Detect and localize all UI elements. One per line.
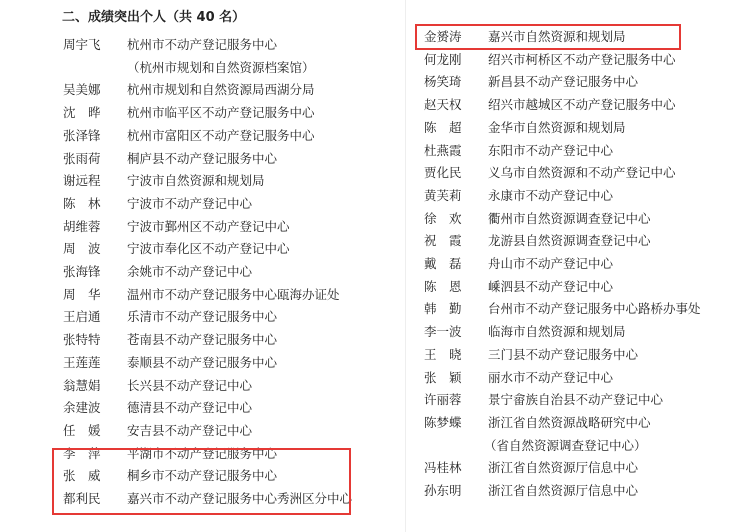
person-name: 吴美娜 (63, 82, 101, 98)
work-unit: 永康市不动产登记中心 (488, 187, 614, 203)
work-unit: 临海市自然资源和规划局 (488, 324, 626, 340)
person-name: 周 波 (63, 241, 101, 257)
work-unit: 浙江省自然资源厅信息中心 (488, 460, 639, 476)
person-name: 金赟涛 (424, 29, 462, 44)
person-name: 李一波 (424, 324, 462, 340)
person-name: 陈 恩 (424, 278, 462, 294)
work-unit: 安吉县不动产登记中心 (127, 422, 253, 438)
person-name: 周宇飞 (63, 37, 101, 52)
work-unit: 东阳市不动产登记中心 (488, 142, 614, 158)
person-name: 张 颖 (424, 369, 462, 385)
person-name: 韩 勤 (424, 301, 462, 317)
work-unit: 杭州市临平区不动产登记服务中心 (127, 105, 315, 121)
work-unit: 宁波市奉化区不动产登记中心 (127, 241, 290, 257)
person-name: 张 威 (63, 468, 101, 484)
work-unit: 苍南县不动产登记服务中心 (127, 332, 278, 348)
work-unit: 龙游县自然资源调查登记中心 (488, 233, 651, 249)
person-name: 冯桂林 (424, 460, 462, 476)
work-unit: 桐庐县不动产登记服务中心 (127, 150, 278, 166)
person-name: 张雨荷 (63, 150, 101, 166)
work-unit: 嘉兴市自然资源和规划局 (488, 29, 626, 44)
work-unit: 新昌县不动产登记服务中心 (488, 74, 639, 90)
work-unit: 景宁畲族自治县不动产登记中心 (488, 392, 664, 408)
person-name: 周 华 (63, 286, 101, 302)
person-name: 王莲莲 (63, 354, 101, 370)
unit-continuation: （杭州市规划和自然资源档案馆） (127, 59, 315, 75)
work-unit: 长兴县不动产登记中心 (127, 377, 253, 393)
person-name: 杨笑琦 (424, 74, 462, 90)
person-name: 任 媛 (63, 422, 101, 438)
work-unit: 义乌市自然资源和不动产登记中心 (488, 165, 676, 181)
work-unit: 杭州市富阳区不动产登记服务中心 (127, 127, 315, 143)
unit-continuation: （省自然资源调查登记中心） (484, 437, 647, 453)
work-unit: 温州市不动产登记服务中心瓯海办证处 (127, 286, 340, 302)
section-heading: 二、成绩突出个人（共 40 名） (62, 10, 246, 25)
work-unit: 三门县不动产登记服务中心 (488, 346, 639, 362)
person-name: 王 晓 (424, 346, 462, 362)
work-unit: 德清县不动产登记中心 (127, 400, 253, 416)
work-unit: 绍兴市柯桥区不动产登记服务中心 (488, 51, 676, 67)
person-name: 陈 超 (424, 119, 462, 135)
person-name: 余建波 (63, 400, 101, 416)
person-name: 陈 林 (63, 195, 101, 211)
highlight-box-right (415, 24, 681, 50)
person-name: 翁慧娟 (63, 377, 101, 393)
work-unit: 嘉兴市不动产登记服务中心秀洲区分中心 (127, 491, 353, 506)
work-unit: 浙江省自然资源战略研究中心 (488, 414, 651, 430)
person-name: 孙东明 (424, 483, 462, 498)
column-divider (405, 0, 406, 532)
person-name: 赵天权 (424, 97, 462, 113)
person-name: 张泽锋 (63, 127, 101, 143)
work-unit: 泰顺县不动产登记服务中心 (127, 354, 278, 370)
person-name: 李 萍 (63, 445, 101, 461)
work-unit: 宁波市不动产登记中心 (127, 195, 253, 211)
work-unit: 浙江省自然资源厅信息中心 (488, 483, 639, 498)
person-name: 戴 磊 (424, 256, 462, 271)
person-name: 胡维蓉 (63, 218, 101, 234)
person-name: 王启通 (63, 309, 101, 325)
work-unit: 丽水市不动产登记中心 (488, 369, 614, 385)
highlight-box-left (52, 445, 351, 515)
person-name: 沈 晔 (63, 105, 101, 121)
work-unit: 衢州市自然资源调查登记中心 (488, 210, 651, 226)
work-unit: 宁波市自然资源和规划局 (127, 173, 265, 189)
person-name: 张海锋 (63, 264, 101, 279)
work-unit: 台州市不动产登记服务中心路桥办事处 (488, 301, 701, 317)
work-unit: 绍兴市越城区不动产登记服务中心 (488, 97, 676, 113)
work-unit: 金华市自然资源和规划局 (488, 119, 626, 135)
work-unit: 桐乡市不动产登记服务中心 (127, 468, 278, 484)
work-unit: 杭州市规划和自然资源局西湖分局 (127, 82, 315, 98)
person-name: 杜燕霞 (424, 142, 462, 158)
person-name: 陈梦蝶 (424, 414, 462, 430)
person-name: 都利民 (63, 491, 101, 506)
person-name: 何龙刚 (424, 51, 462, 67)
person-name: 贾化民 (424, 165, 462, 181)
work-unit: 舟山市不动产登记中心 (488, 256, 614, 271)
work-unit: 余姚市不动产登记中心 (127, 264, 253, 279)
work-unit: 嵊泗县不动产登记中心 (488, 278, 614, 294)
person-name: 祝 霞 (424, 233, 462, 249)
work-unit: 宁波市鄞州区不动产登记中心 (127, 218, 290, 234)
work-unit: 平湖市不动产登记服务中心 (127, 445, 278, 461)
person-name: 徐 欢 (424, 210, 462, 226)
work-unit: 乐清市不动产登记服务中心 (127, 309, 278, 325)
person-name: 黄芙莉 (424, 187, 462, 203)
person-name: 张特特 (63, 332, 101, 348)
person-name: 许丽蓉 (424, 392, 462, 408)
person-name: 谢远程 (63, 173, 101, 189)
work-unit: 杭州市不动产登记服务中心 (127, 37, 278, 52)
